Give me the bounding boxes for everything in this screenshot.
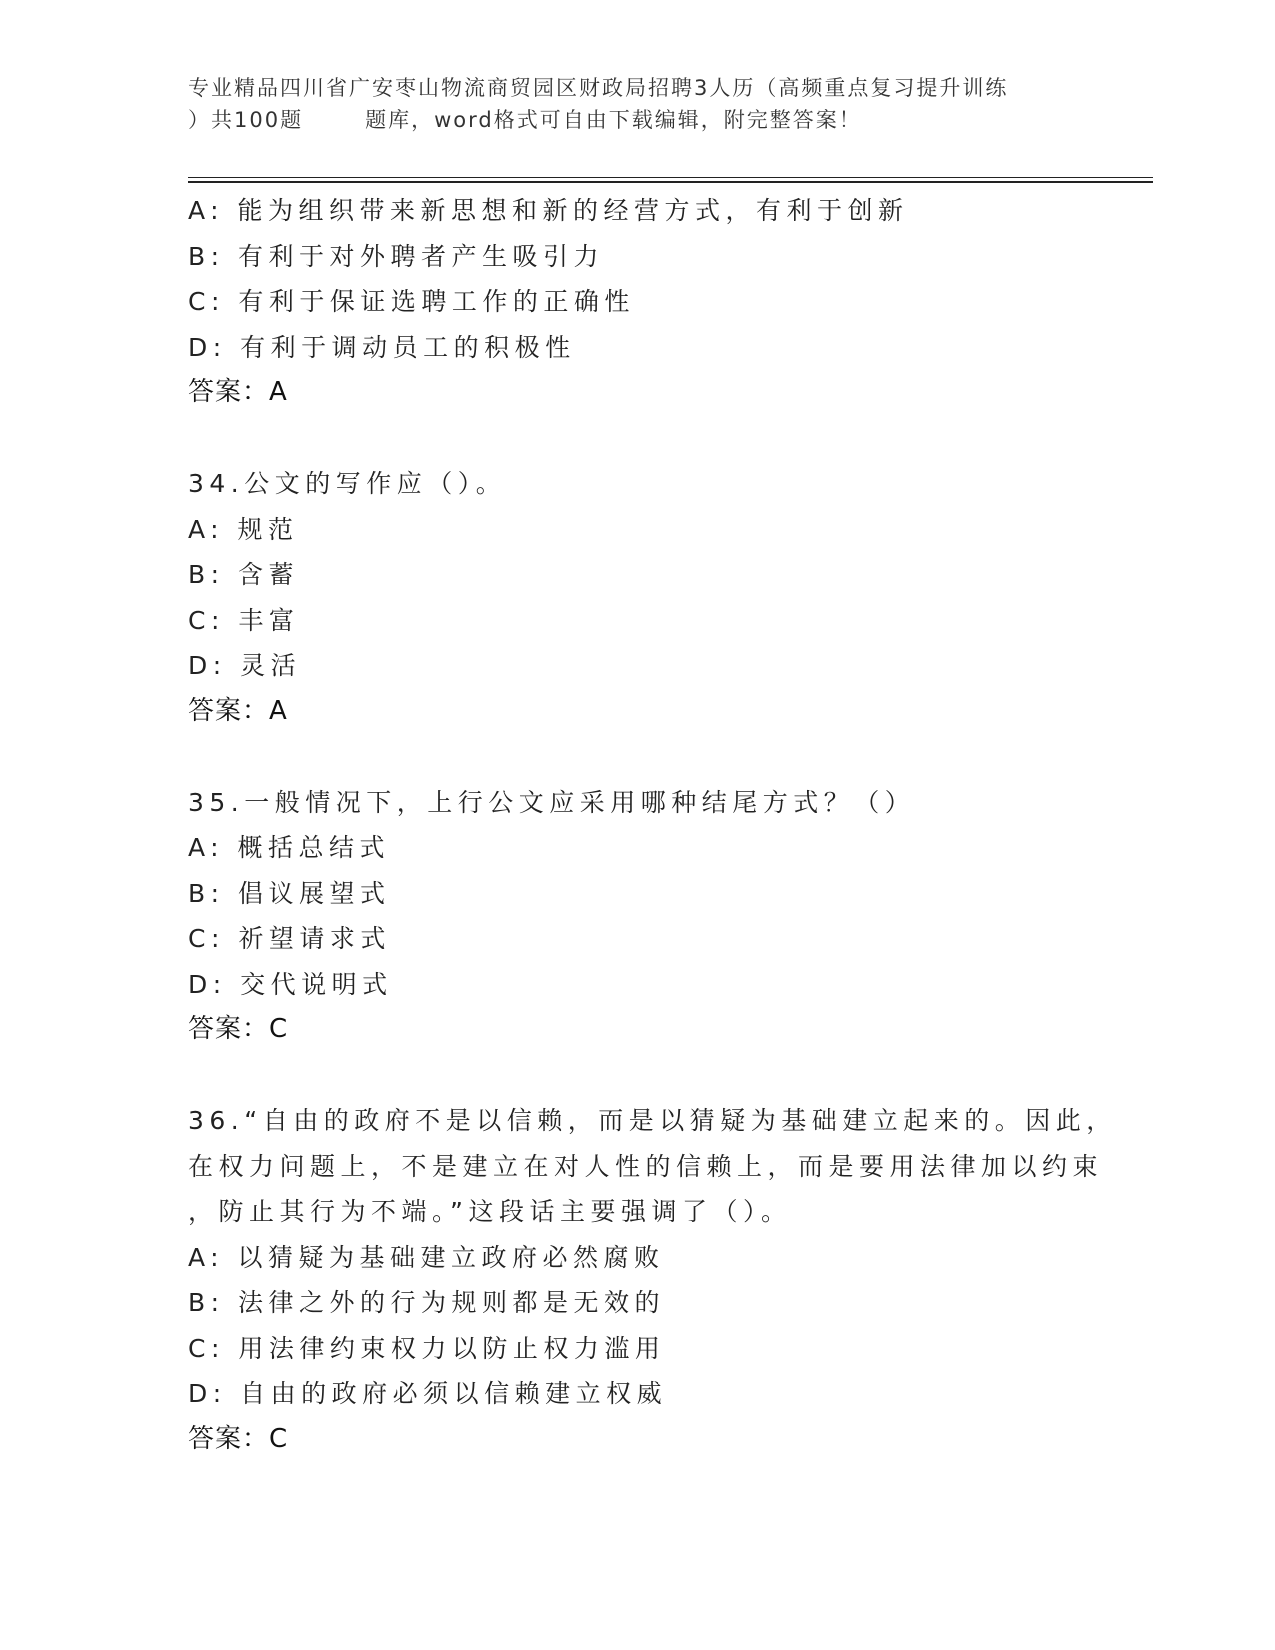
header-divider-thick bbox=[188, 181, 1153, 183]
option-d: D: 有利于调动员工的积极性 bbox=[188, 332, 576, 362]
option-b: B: 含蓄 bbox=[188, 560, 300, 589]
question-text-line-3: ，防止其行为不端。”这段话主要强调了（）。 bbox=[188, 1197, 792, 1226]
question-list bbox=[188, 188, 1117, 1462]
block-spacer bbox=[188, 416, 1088, 462]
option-a: A: 以猜疑为基础建立政府必然腐败 bbox=[188, 1242, 665, 1272]
question-block-36 bbox=[188, 1098, 1117, 1462]
question-block-33 bbox=[188, 188, 1088, 416]
option-d: D: 自由的政府必须以信赖建立权威 bbox=[188, 1379, 668, 1408]
option-d: D: 灵活 bbox=[188, 651, 302, 680]
block-spacer bbox=[188, 1053, 1088, 1099]
option-c: C: 丰富 bbox=[188, 605, 300, 635]
option-b: B: 倡议展望式 bbox=[188, 878, 391, 908]
question-text: 34.公文的写作应（）。 bbox=[188, 469, 507, 498]
document-header bbox=[188, 72, 1088, 136]
option-a: A: 能为组织带来新思想和新的经营方式，有利于创新 bbox=[188, 196, 909, 225]
option-d: D: 交代说明式 bbox=[188, 969, 393, 999]
option-a: A: 概括总结式 bbox=[188, 833, 391, 862]
option-c: C: 祈望请求式 bbox=[188, 924, 391, 953]
answer-label: 答案：C bbox=[188, 1014, 289, 1044]
option-c: C: 有利于保证选聘工作的正确性 bbox=[188, 287, 635, 316]
question-text-line-1: 36.“自由的政府不是以信赖，而是以猜疑为基础建立起来的。因此， bbox=[188, 1106, 1117, 1135]
question-block-34 bbox=[188, 461, 1088, 734]
option-a: A: 规范 bbox=[188, 514, 299, 544]
header-line-2-part-a: ）共100题 bbox=[188, 108, 304, 132]
answer-label: 答案：A bbox=[188, 377, 288, 407]
option-b: B: 有利于对外聘者产生吸引力 bbox=[188, 241, 605, 271]
question-block-35 bbox=[188, 780, 1088, 1053]
option-c: C: 用法律约束权力以防止权力滥用 bbox=[188, 1333, 666, 1363]
question-text-line-2: 在权力问题上，不是建立在对人性的信赖上，而是要用法律加以约束 bbox=[188, 1151, 1104, 1181]
block-spacer bbox=[188, 734, 1088, 780]
header-line-2-part-b: 题库，word格式可自由下载编辑，附完整答案！ bbox=[365, 108, 862, 132]
header-line-1: 专业精品四川省广安枣山物流商贸园区财政局招聘3人历（高频重点复习提升训练 bbox=[188, 76, 1009, 100]
answer-label: 答案：A bbox=[188, 695, 288, 726]
question-text: 35.一般情况下，上行公文应采用哪种结尾方式？（） bbox=[188, 787, 916, 817]
header-line-2 bbox=[188, 104, 1088, 136]
header-divider-thin bbox=[188, 177, 1153, 178]
answer-label: 答案：C bbox=[188, 1423, 289, 1454]
option-b: B: 法律之外的行为规则都是无效的 bbox=[188, 1288, 666, 1317]
